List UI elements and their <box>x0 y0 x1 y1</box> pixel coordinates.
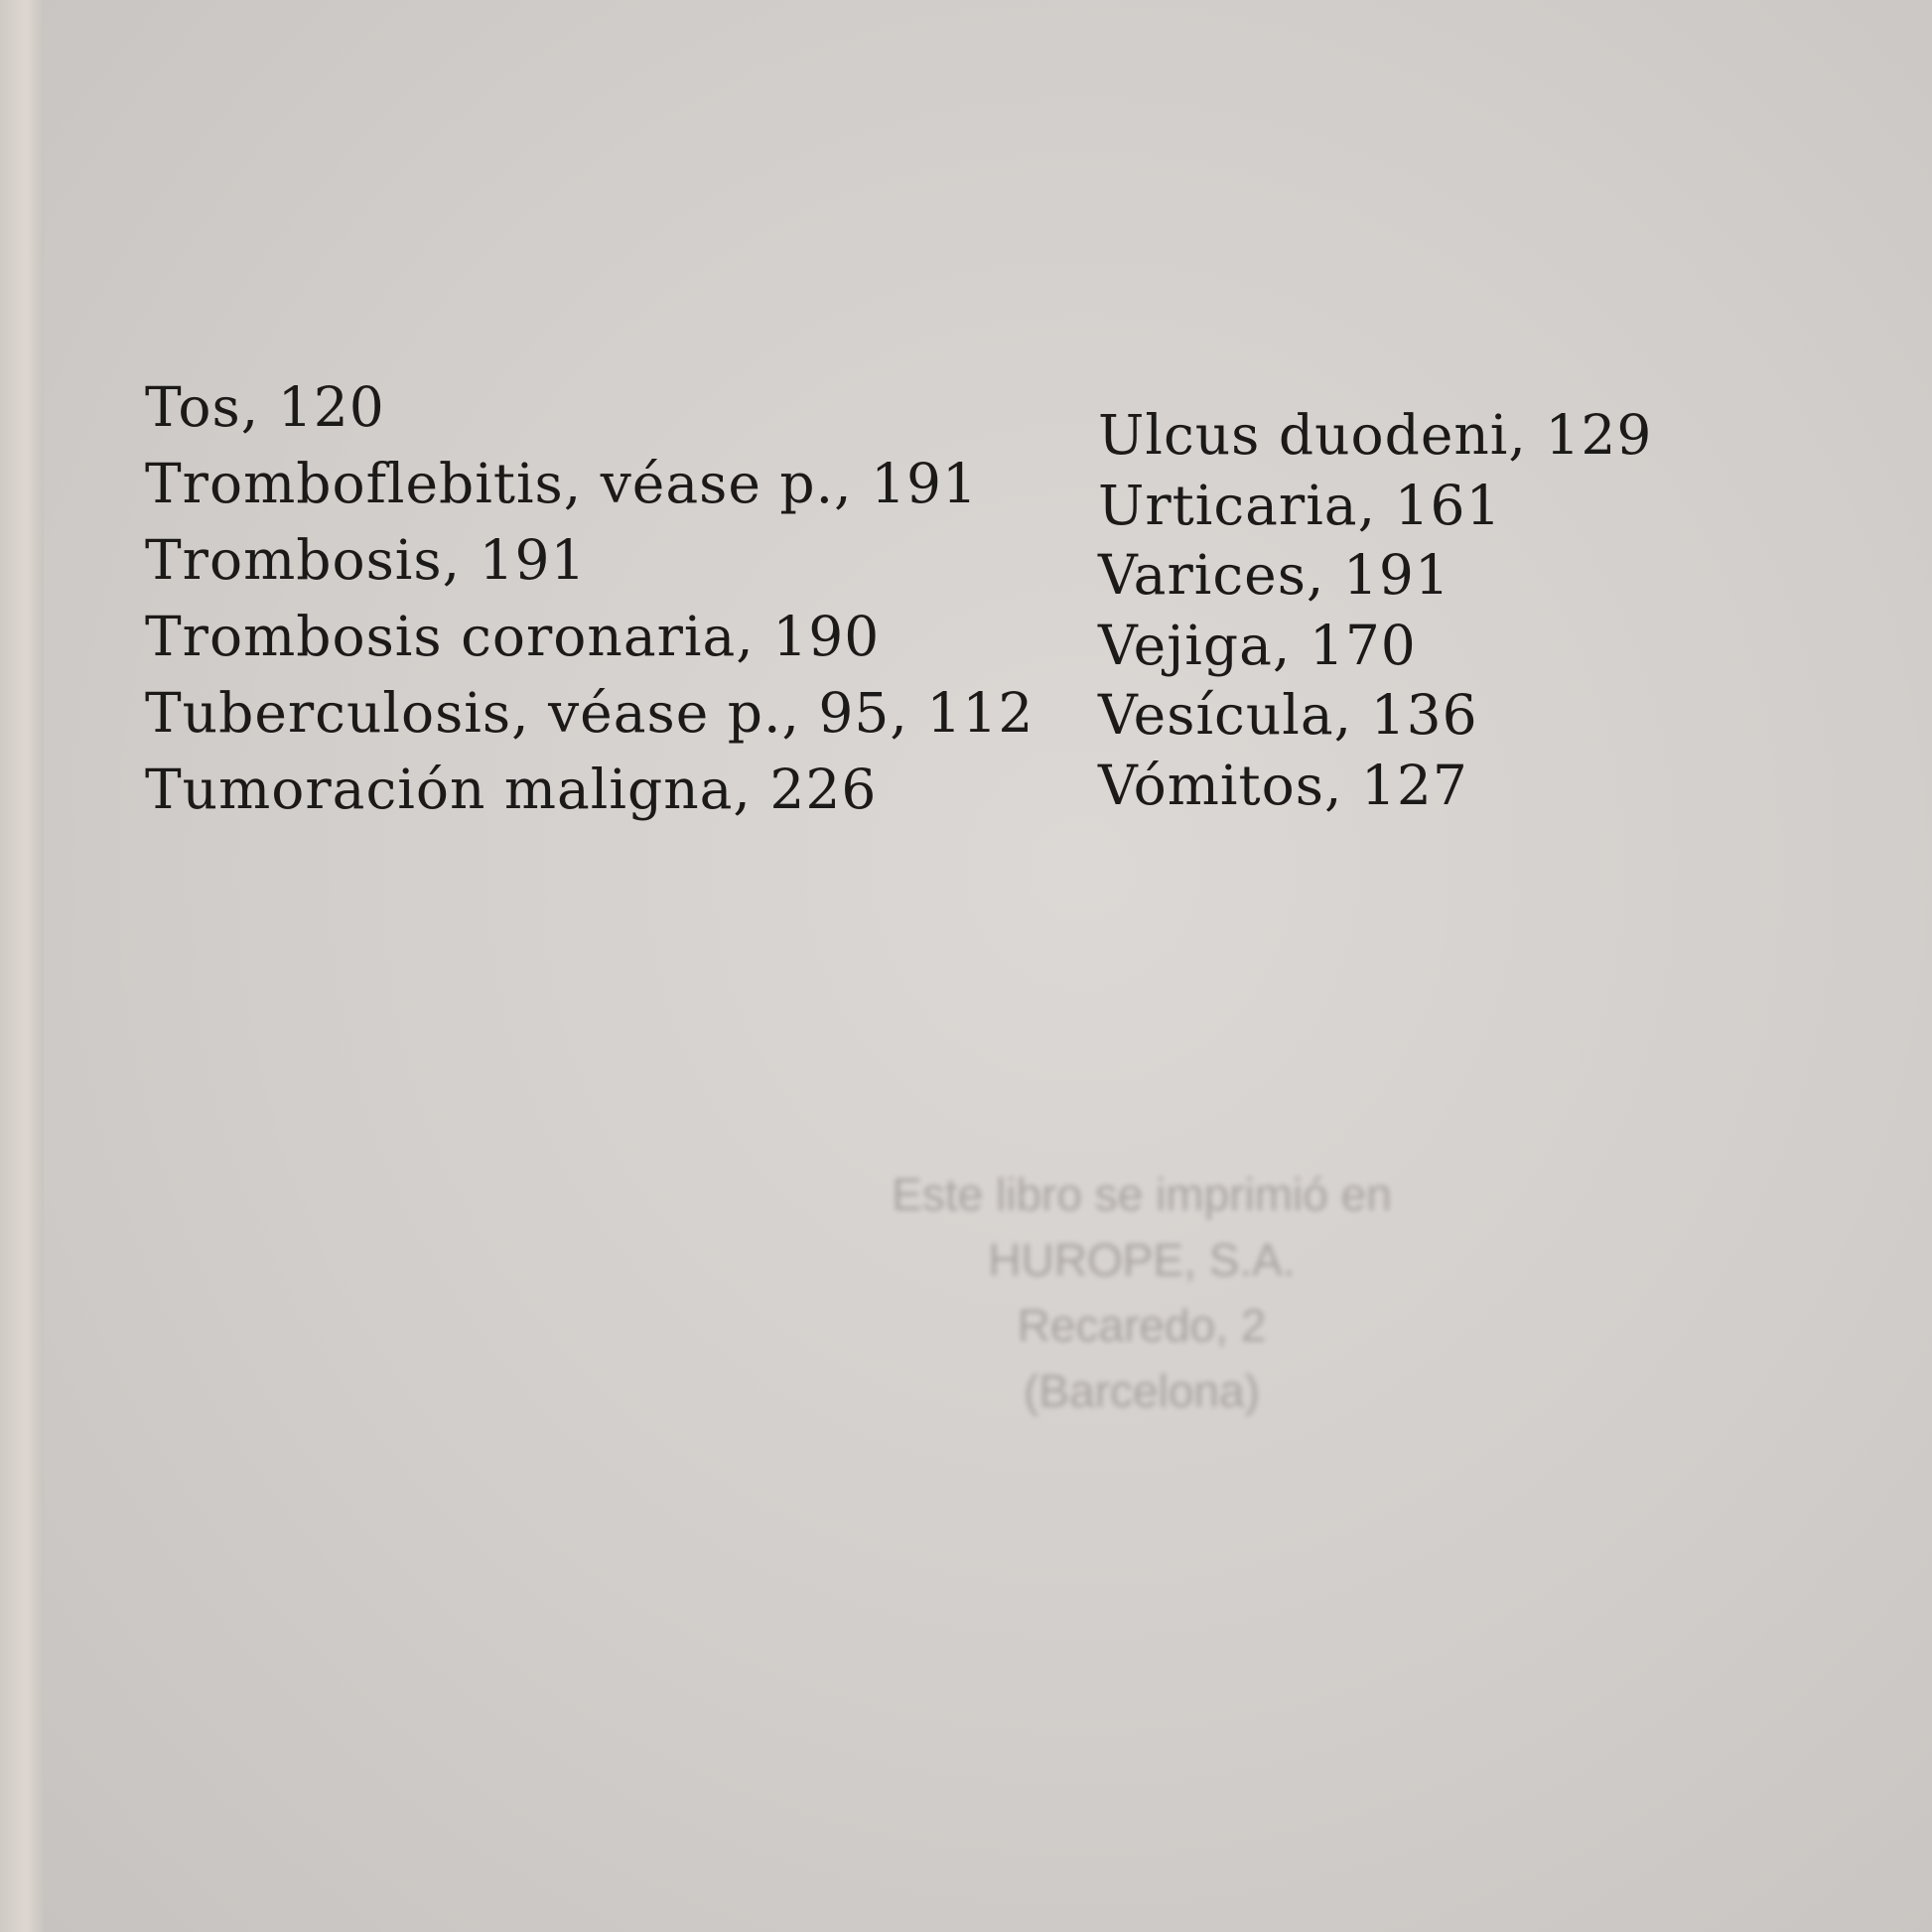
index-entry: Tromboflebitis, véase p., 191 <box>145 452 979 515</box>
index-entry: Vesícula, 136 <box>1098 683 1478 747</box>
page-gutter-edge <box>0 0 44 1932</box>
index-entry: Tos, 120 <box>145 375 385 439</box>
index-entry: Urticaria, 161 <box>1098 473 1502 537</box>
imprint-line: Este libro se imprimió en <box>892 1169 1392 1220</box>
imprint-line: (Barcelona) <box>1024 1365 1260 1417</box>
index-entry: Tumoración maligna, 226 <box>145 758 878 821</box>
index-entry: Vómitos, 127 <box>1098 753 1468 817</box>
index-entry: Trombosis coronaria, 190 <box>145 605 881 668</box>
book-page <box>44 0 1932 1932</box>
index-column-left <box>145 369 1034 828</box>
index-column-right <box>1098 400 1652 820</box>
index-entry: Tuberculosis, véase p., 95, 112 <box>145 681 1035 745</box>
index-entry: Ulcus duodeni, 129 <box>1098 403 1653 467</box>
index-entry: Varices, 191 <box>1098 543 1450 607</box>
index-entry: Trombosis, 191 <box>145 528 587 592</box>
index-entry: Vejiga, 170 <box>1098 613 1417 677</box>
imprint-line: Recaredo, 2 <box>1017 1300 1267 1351</box>
printer-imprint <box>834 1162 1449 1424</box>
imprint-line: HUROPE, S.A. <box>988 1234 1296 1286</box>
